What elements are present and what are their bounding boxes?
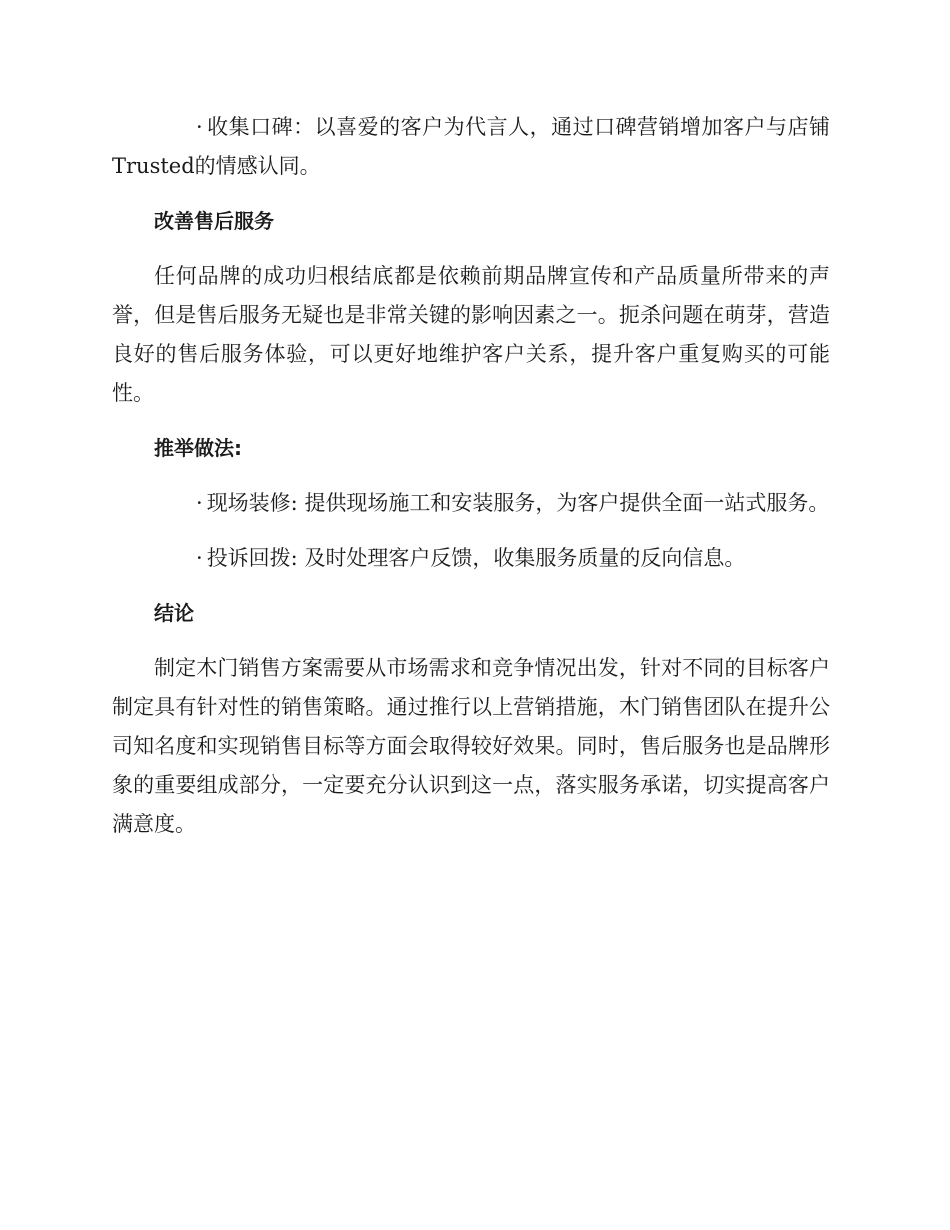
bullet-dot-icon: · [196, 546, 203, 570]
document-page [112, 108, 830, 844]
bullet-text: 现场装修: 提供现场施工和安装服务，为客户提供全面一站式服务。 [206, 491, 830, 515]
section-heading-conclusion: 结论 [154, 601, 194, 625]
bullet-dot-icon: · [196, 491, 203, 515]
paragraph-after-sales: 任何品牌的成功归根结底都是依赖前期品牌宣传和产品质量所带来的声誉，但是售后服务无疑也是非常关键的影响因素之一。扼杀问题在萌芽，营造良好的售后服务体验，可以更好地维护客户关系，提升客户重复购买的可能性。 [112, 264, 830, 405]
bullet-dot-icon: · [196, 115, 203, 139]
section-heading-after-sales: 改善售后服务 [154, 209, 274, 233]
bullet-complaint-callback [112, 539, 830, 578]
bullet-onsite-decoration [112, 484, 830, 523]
paragraph-conclusion: 制定木门销售方案需要从市场需求和竞争情况出发，针对不同的目标客户制定具有针对性的销售策略。通过推行以上营销措施，木门销售团队在提升公司知名度和实现销售目标等方面会取得较好效果。同时，售后服务也是品牌形象的重要组成部分，一定要充分认识到这一点，落实服务承诺，切实提高客户满意度。 [112, 656, 830, 836]
bullet-text: 投诉回拨: 及时处理客户反馈，收集服务质量的反向信息。 [206, 546, 746, 570]
bullet-collect-reputation [112, 108, 830, 186]
bullet-text: 收集口碑：以喜爱的客户为代言人，通过口碑营销增加客户与店铺Trusted的情感认同。 [112, 115, 830, 178]
section-heading-practices: 推举做法: [154, 436, 242, 460]
